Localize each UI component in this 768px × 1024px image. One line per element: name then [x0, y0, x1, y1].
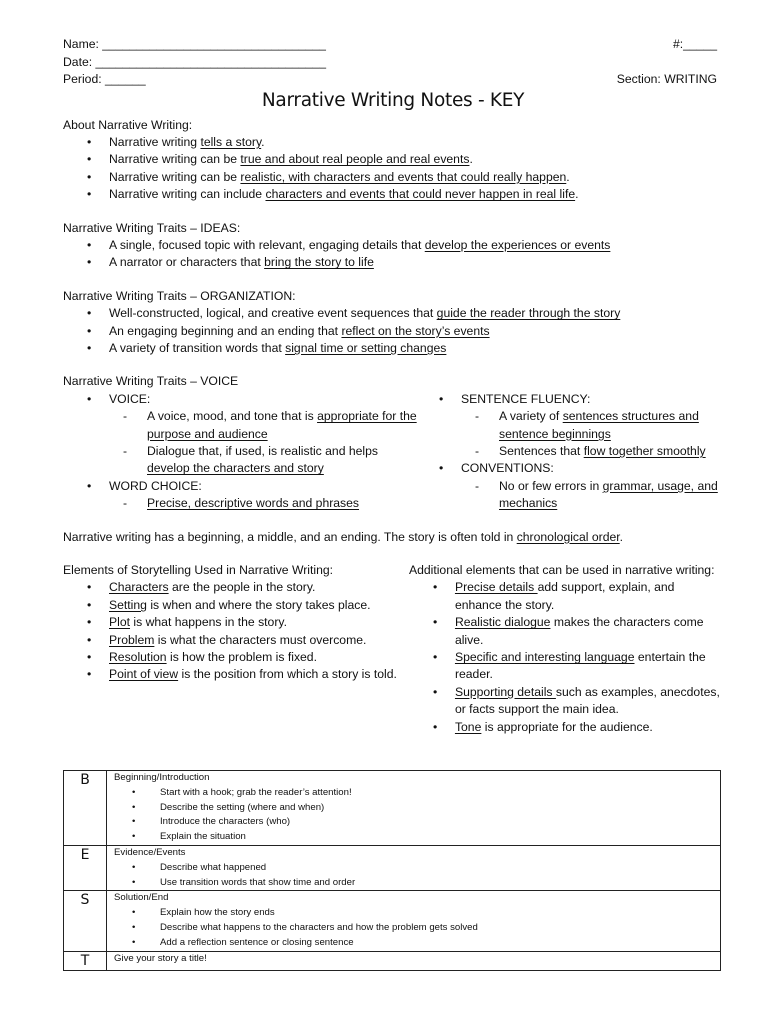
section-heading: Additional elements that can be used in narrative writing:	[408, 563, 715, 578]
section-voice	[63, 373, 723, 512]
list-item: • An engaging beginning and an ending that reflect on the story’s events	[87, 323, 723, 340]
best-heading: Give your story a title!	[114, 952, 207, 964]
section-heading: Narrative Writing Traits – VOICE	[63, 374, 239, 389]
dash-list	[109, 495, 421, 512]
section-heading: About Narrative Writing:	[63, 117, 193, 132]
elements-columns	[63, 562, 723, 736]
list-item: • Supporting details such as examples, anecdotes, or facts support the main idea.	[433, 684, 723, 719]
section-heading: Narrative Writing Traits – ORGANIZATION:	[63, 288, 296, 303]
best-bullet-list	[114, 906, 714, 950]
list-item: • A variety of transition words that signal time or setting changes	[87, 340, 723, 357]
list-item: - Sentences that flow together smoothly	[475, 443, 721, 460]
trait-sentence-fluency: • SENTENCE FLUENCY: - A variety of sentences structures and sentence beginnings - Sentences that flow together smoothly	[439, 391, 721, 461]
bullet-list	[63, 579, 397, 683]
best-bullet: • Explain the situation	[132, 830, 714, 845]
date-line: Date: __________________________________	[63, 54, 326, 69]
best-heading: Evidence/Events	[114, 846, 186, 858]
best-content	[107, 771, 721, 846]
best-bullet-list	[114, 861, 714, 891]
section-heading: Elements of Storytelling Used in Narrative Writing:	[63, 563, 334, 578]
best-bullet: • Use transition words that show time and order	[132, 876, 714, 891]
name-line: Name: _________________________________	[63, 37, 326, 51]
list-item: • Resolution is how the problem is fixed.	[87, 649, 397, 666]
list-item: • Narrative writing tells a story.	[87, 134, 723, 151]
list-item: • Point of view is the position from which a story is told.	[87, 666, 397, 683]
section-line: Section: WRITING	[616, 72, 717, 86]
list-item: - Dialogue that, if used, is realistic and helps develop the characters and story	[123, 443, 421, 478]
list-item: • Narrative writing can be true and about real people and real events.	[87, 151, 723, 168]
section-ideas	[63, 220, 723, 272]
header-row-period	[63, 71, 723, 89]
best-row	[64, 771, 721, 846]
bullet-list	[63, 305, 723, 357]
best-row	[64, 845, 721, 890]
best-bullet-list	[114, 786, 714, 845]
best-content	[107, 891, 721, 951]
worksheet-page	[63, 36, 723, 736]
best-heading: Solution/End	[114, 892, 169, 904]
list-item: • Plot is what happens in the story.	[87, 614, 397, 631]
best-content	[107, 845, 721, 890]
best-bullet: • Start with a hook; grab the reader’s attention!	[132, 786, 714, 801]
list-item: • Precise details add support, explain, and enhance the story.	[433, 579, 723, 614]
best-bullet: • Describe what happens to the characters and how the problem gets solved	[132, 921, 714, 936]
best-table	[63, 770, 721, 971]
list-item: • Tone is appropriate for the audience.	[433, 719, 723, 736]
list-item: • Narrative writing can be realistic, with characters and events that could really happen.	[87, 169, 723, 186]
list-item: • Specific and interesting language entertain the reader.	[433, 649, 723, 684]
section-additional	[409, 562, 723, 736]
best-row	[64, 891, 721, 951]
bullet-list	[63, 237, 723, 272]
list-item: • Problem is what the characters must overcome.	[87, 632, 397, 649]
list-item: • Realistic dialogue makes the characters come alive.	[433, 614, 723, 649]
number-line: #:_____	[672, 37, 717, 51]
bullet-list	[63, 134, 723, 204]
list-item: • Narrative writing can include characters and events that could never happen in real life.	[87, 186, 723, 203]
list-item: • Setting is when and where the story takes place.	[87, 597, 397, 614]
list-item: - Precise, descriptive words and phrases	[123, 495, 421, 512]
header-row-name	[63, 36, 723, 54]
period-line: Period: ______	[63, 72, 146, 86]
dash-list	[461, 408, 721, 460]
best-heading: Beginning/Introduction	[114, 772, 210, 783]
list-item: - A voice, mood, and tone that is appropriate for the purpose and audience	[123, 408, 421, 443]
section-organization	[63, 288, 723, 358]
best-bullet: • Describe the setting (where and when)	[132, 801, 714, 816]
list-item: • Well-constructed, logical, and creative event sequences that guide the reader through the story	[87, 305, 723, 322]
list-item: - A variety of sentences structures and sentence beginnings	[475, 408, 721, 443]
bullet-list	[409, 579, 723, 736]
page-title: Narrative Writing Notes - KEY	[261, 89, 525, 111]
best-row	[64, 951, 721, 970]
best-bullet: • Add a reflection sentence or closing sentence	[132, 936, 714, 951]
dash-list	[109, 408, 421, 478]
best-letter: T	[64, 951, 107, 970]
best-letter: B	[64, 771, 107, 846]
section-about	[63, 117, 723, 204]
best-bullet: • Explain how the story ends	[132, 906, 714, 921]
list-item: • Characters are the people in the story.	[87, 579, 397, 596]
trait-voice: • VOICE: - A voice, mood, and tone that is appropriate for the purpose and audience - Dialogue that, if used, is realistic and helps develop the characters and story	[87, 391, 421, 478]
section-heading: Narrative Writing Traits – IDEAS:	[63, 220, 241, 235]
header-row-date	[63, 54, 723, 72]
list-item: • A narrator or characters that bring the story to life	[87, 254, 723, 271]
best-letter: S	[64, 891, 107, 951]
dash-list	[461, 478, 721, 513]
list-item: • A single, focused topic with relevant, engaging details that develop the experiences or events	[87, 237, 723, 254]
best-letter: E	[64, 845, 107, 890]
best-bullet: • Describe what happened	[132, 861, 714, 876]
best-bullet: • Introduce the characters (who)	[132, 815, 714, 830]
best-content	[107, 951, 721, 970]
list-item: - No or few errors in grammar, usage, and mechanics	[475, 478, 721, 513]
trait-conventions: • CONVENTIONS: - No or few errors in grammar, usage, and mechanics	[439, 460, 721, 512]
trait-word-choice: • WORD CHOICE: - Precise, descriptive words and phrases	[87, 478, 421, 513]
structure-sentence: Narrative writing has a beginning, a middle, and an ending. The story is often told in chronological order.	[63, 529, 624, 544]
section-elements	[63, 562, 397, 736]
